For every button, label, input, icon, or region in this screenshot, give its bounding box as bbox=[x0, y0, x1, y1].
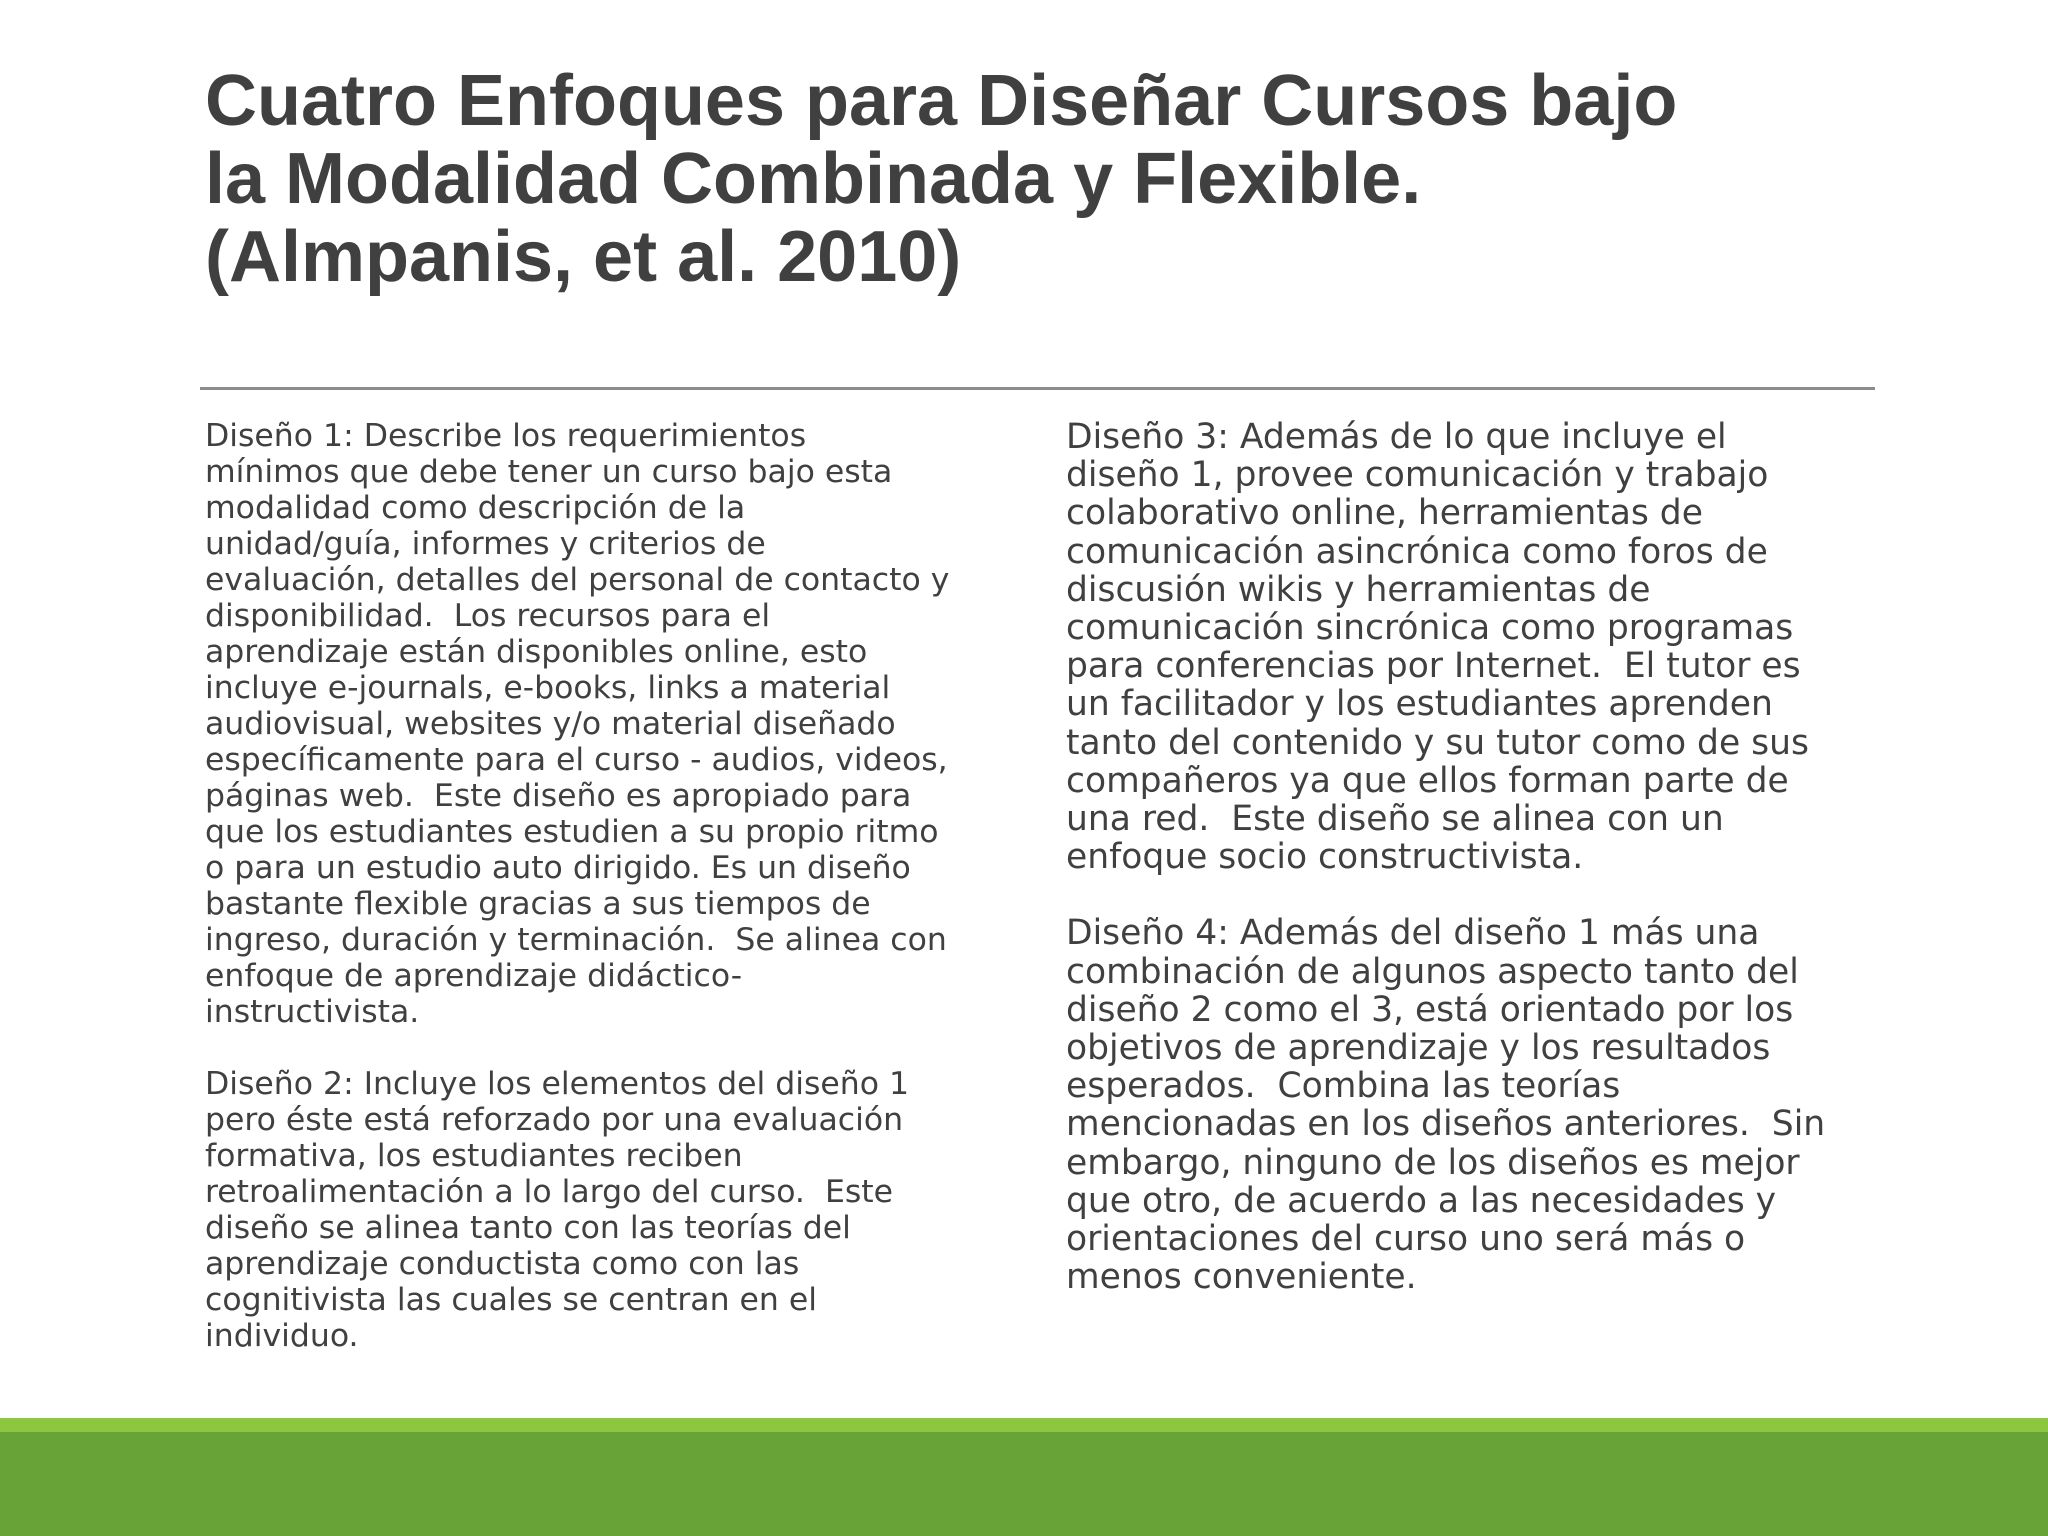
text-line: o para un estudio auto dirigido. Es un diseño bbox=[205, 850, 911, 886]
text-line: diseño 1, provee comunicación y trabajo bbox=[1066, 455, 1769, 496]
title-divider bbox=[200, 387, 1875, 390]
diseno-4-paragraph bbox=[1066, 914, 1896, 1296]
text-line: diseño se alinea tanto con las teorías del bbox=[205, 1210, 851, 1246]
text-line: ingreso, duración y terminación. Se alinea con bbox=[205, 922, 947, 958]
text-line: colaborativo online, herramientas de bbox=[1066, 493, 1703, 534]
text-line: formativa, los estudiantes reciben bbox=[205, 1138, 743, 1174]
text-line: mencionadas en los diseños anteriores. Sin bbox=[1066, 1104, 1826, 1145]
text-line: retroalimentación a lo largo del curso. Este bbox=[205, 1174, 894, 1210]
diseno-1-paragraph bbox=[205, 418, 1035, 1030]
text-line: pero éste está reforzado por una evaluación bbox=[205, 1102, 904, 1138]
text-line: unidad/guía, informes y criterios de bbox=[205, 526, 766, 562]
text-line: tanto del contenido y su tutor como de sus bbox=[1066, 722, 1809, 763]
text-line: mínimos que debe tener un curso bajo esta bbox=[205, 454, 893, 490]
footer-band-light bbox=[0, 1418, 2048, 1432]
text-line: específicamente para el curso - audios, videos, bbox=[205, 742, 948, 778]
text-line: menos conveniente. bbox=[1066, 1257, 1417, 1298]
text-line: orientaciones del curso uno será más o bbox=[1066, 1219, 1746, 1260]
text-line: embargo, ninguno de los diseños es mejor bbox=[1066, 1142, 1800, 1183]
text-line: evaluación, detalles del personal de contacto y bbox=[205, 562, 950, 598]
text-line: audiovisual, websites y/o material diseñado bbox=[205, 706, 896, 742]
text-line: comunicación asincrónica como foros de bbox=[1066, 531, 1768, 572]
text-line: esperados. Combina las teorías bbox=[1066, 1066, 1621, 1107]
text-line: discusión wikis y herramientas de bbox=[1066, 569, 1651, 610]
text-line: diseño 2 como el 3, está orientado por los bbox=[1066, 989, 1794, 1030]
left-column bbox=[205, 418, 1035, 1354]
text-line: individuo. bbox=[205, 1318, 359, 1354]
text-line: páginas web. Este diseño es apropiado para bbox=[205, 778, 912, 814]
text-line: comunicación sincrónica como programas bbox=[1066, 608, 1794, 649]
text-line: compañeros ya que ellos forman parte de bbox=[1066, 760, 1789, 801]
text-line: para conferencias por Internet. El tutor es bbox=[1066, 646, 1801, 687]
text-line: incluye e-journals, e-books, links a material bbox=[205, 670, 891, 706]
footer-band-dark bbox=[0, 1432, 2048, 1536]
diseno-2-paragraph bbox=[205, 1066, 1035, 1354]
text-line: aprendizaje conductista como con las bbox=[205, 1246, 800, 1282]
text-line: Diseño 1: Describe los requerimientos bbox=[205, 418, 807, 454]
slide-title bbox=[205, 62, 1885, 296]
text-line: cognitivista las cuales se centran en el bbox=[205, 1282, 818, 1318]
text-line: instructivista. bbox=[205, 994, 420, 1030]
text-line: que los estudiantes estudien a su propio ritmo bbox=[205, 814, 939, 850]
text-line: Diseño 3: Además de lo que incluye el bbox=[1066, 417, 1727, 457]
text-line: bastante flexible gracias a sus tiempos de bbox=[205, 886, 871, 922]
text-line: un facilitador y los estudiantes aprenden bbox=[1066, 684, 1773, 725]
text-line: una red. Este diseño se alinea con un bbox=[1066, 799, 1724, 840]
diseno-3-paragraph bbox=[1066, 418, 1896, 876]
paragraph-gap bbox=[1066, 876, 1896, 914]
text-line: objetivos de aprendizaje y los resultados bbox=[1066, 1028, 1771, 1069]
paragraph-gap bbox=[205, 1030, 1035, 1066]
text-line: combinación de algunos aspecto tanto del bbox=[1066, 951, 1799, 992]
text-line: enfoque de aprendizaje didáctico- bbox=[205, 958, 743, 994]
slide-title-line: Cuatro Enfoques para Diseñar Cursos bajo bbox=[205, 61, 1678, 141]
text-line: que otro, de acuerdo a las necesidades y bbox=[1066, 1180, 1777, 1221]
text-line: enfoque socio constructivista. bbox=[1066, 837, 1584, 878]
text-line: disponibilidad. Los recursos para el bbox=[205, 598, 771, 634]
slide-title-line: la Modalidad Combinada y Flexible. bbox=[205, 139, 1422, 219]
right-column bbox=[1066, 418, 1896, 1296]
text-line: Diseño 4: Además del diseño 1 más una bbox=[1066, 913, 1760, 954]
slide-title-line: (Almpanis, et al. 2010) bbox=[205, 217, 962, 297]
text-line: Diseño 2: Incluye los elementos del diseño 1 bbox=[205, 1066, 910, 1102]
text-line: aprendizaje están disponibles online, esto bbox=[205, 634, 868, 670]
text-line: modalidad como descripción de la bbox=[205, 490, 746, 526]
